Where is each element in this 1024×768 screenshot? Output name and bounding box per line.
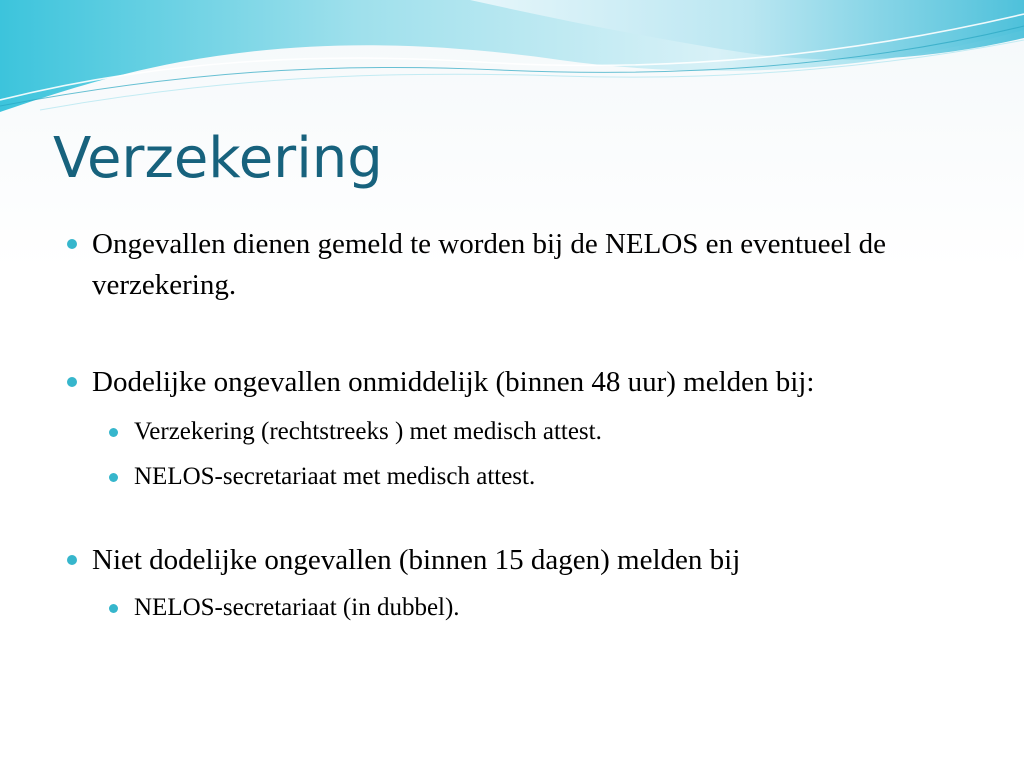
sub-bullet-text: Verzekering (rechtstreeks ) met medisch attest.: [134, 418, 602, 445]
bullet-item: [62, 540, 982, 581]
bullet-list: [62, 224, 982, 624]
bullet-dot-icon: [67, 555, 77, 565]
sub-bullet-text: NELOS-secretariaat (in dubbel).: [134, 594, 460, 621]
sub-bullet-dot-icon: [109, 473, 118, 482]
bullet-text: Ongevallen dienen gemeld te worden bij de NELOS en eventueel de verzekering.: [92, 228, 887, 301]
bullet-text: Niet dodelijke ongevallen (binnen 15 dagen) melden bij: [92, 544, 741, 576]
decorative-wave-header: [0, 0, 1024, 130]
bullet-text: Dodelijke ongevallen onmiddelijk (binnen 48 uur) melden bij:: [92, 366, 815, 398]
bullet-item: [62, 224, 982, 306]
sub-bullet-item: [62, 591, 982, 624]
sub-bullet-item: [62, 460, 982, 493]
sub-bullet-dot-icon: [109, 604, 118, 613]
sub-bullet-dot-icon: [109, 428, 118, 437]
bullet-dot-icon: [67, 377, 77, 387]
bullet-dot-icon: [67, 239, 77, 249]
sub-bullet-item: [62, 415, 982, 448]
slide-title: Verzekering: [53, 126, 383, 191]
sub-bullet-text: NELOS-secretariaat met medisch attest.: [134, 463, 536, 490]
bullet-item: [62, 362, 982, 403]
